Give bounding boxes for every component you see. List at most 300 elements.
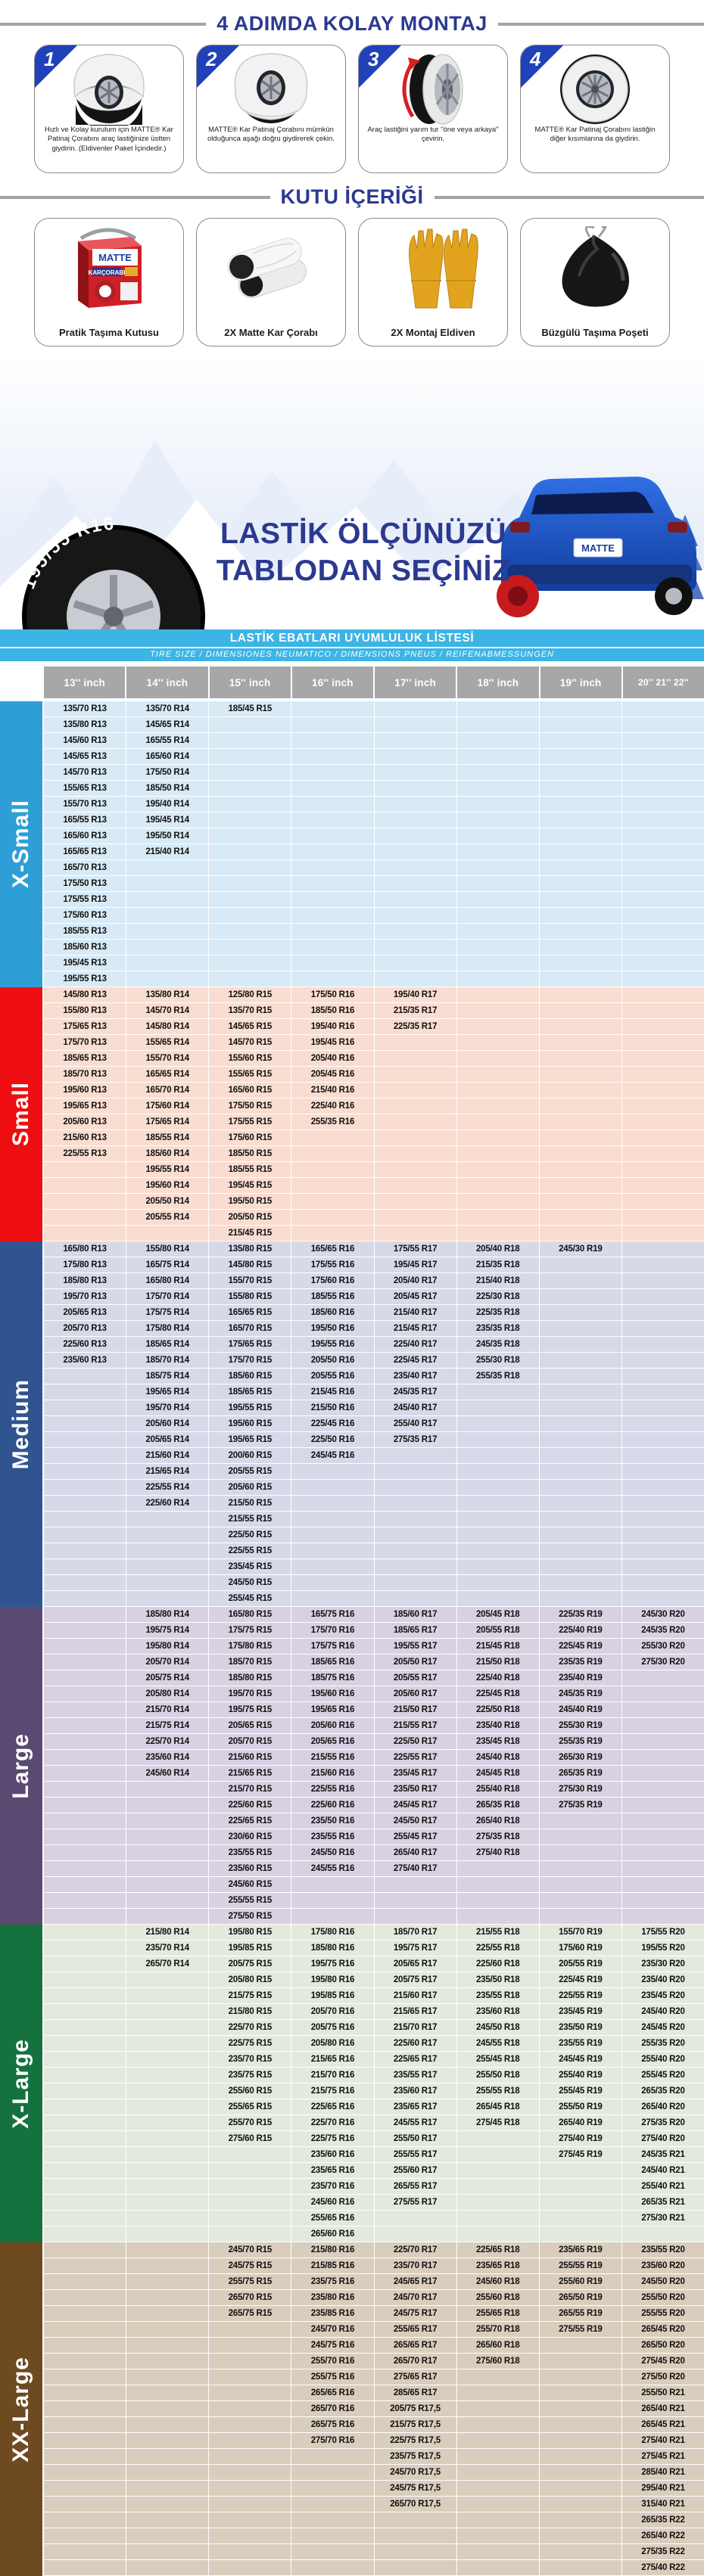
table-row [44, 2544, 704, 2559]
empty-cell [540, 987, 621, 1002]
empty-cell [44, 2020, 126, 2035]
empty-cell [126, 2179, 208, 2194]
empty-cell [540, 813, 621, 828]
empty-cell [209, 2385, 291, 2400]
empty-cell [126, 1877, 208, 1892]
empty-cell [44, 2433, 126, 2448]
empty-cell [540, 1909, 621, 1924]
empty-cell [291, 2544, 373, 2559]
table-row [44, 1607, 704, 1622]
empty-cell [622, 1845, 704, 1860]
empty-cell [540, 2179, 621, 2194]
empty-cell [540, 1067, 621, 1082]
empty-cell [622, 1670, 704, 1686]
divider-line [435, 196, 704, 199]
tire-size-cell: 255/70 R15 [209, 2115, 291, 2130]
empty-cell [540, 2560, 621, 2575]
empty-cell [209, 2417, 291, 2432]
empty-cell [44, 2417, 126, 2432]
empty-cell [375, 2512, 456, 2528]
empty-cell [540, 940, 621, 955]
tire-size-cell: 235/60 R20 [622, 2258, 704, 2273]
tire-size-cell: 185/45 R15 [209, 701, 291, 716]
empty-cell [126, 2147, 208, 2162]
gloves-icon [376, 226, 490, 311]
tire-size-cell: 255/35 R16 [291, 1114, 373, 1130]
tire-size-cell: 195/70 R13 [44, 1289, 126, 1304]
column-header-18: 18'' inch [457, 667, 538, 698]
empty-cell [126, 892, 208, 907]
empty-cell [291, 2481, 373, 2496]
column-header-17: 17'' inch [375, 667, 456, 698]
empty-cell [540, 2226, 621, 2242]
tire-size-cell: 195/75 R17 [375, 1941, 456, 1956]
tire-size-cell: 185/65 R13 [44, 1051, 126, 1066]
empty-cell [540, 733, 621, 748]
empty-cell [291, 1480, 373, 1495]
tire-size-cell: 205/45 R17 [375, 1289, 456, 1304]
empty-cell [457, 2528, 539, 2543]
tire-size-cell: 275/35 R17 [375, 1432, 456, 1447]
empty-cell [457, 1543, 539, 1558]
empty-cell [291, 2449, 373, 2464]
carry-bag-icon [538, 226, 652, 311]
empty-cell [457, 2544, 539, 2559]
table-row [44, 1941, 704, 1956]
tire-size-cell: 225/40 R16 [291, 1098, 373, 1114]
tire-size-cell: 265/60 R16 [291, 2226, 373, 2242]
tire-size-cell: 235/45 R20 [622, 1988, 704, 2003]
size-group-large [0, 1607, 704, 1925]
tire-size-cell: 245/75 R17 [375, 2306, 456, 2321]
empty-cell [44, 2481, 126, 2496]
tire-size-cell: 265/45 R21 [622, 2417, 704, 2432]
tire-size-cell: 185/60 R17 [375, 1607, 456, 1622]
empty-cell [126, 2083, 208, 2099]
empty-cell [375, 924, 456, 939]
empty-cell [457, 1194, 539, 1209]
tire-size-cell: 215/80 R16 [291, 2242, 373, 2257]
tire-size-cell: 265/70 R16 [291, 2401, 373, 2416]
empty-cell [375, 781, 456, 796]
tire-size-cell: 205/70 R15 [209, 1734, 291, 1749]
tire-size-cell: 145/65 R13 [44, 749, 126, 764]
tire-size-cell: 235/40 R18 [457, 1718, 539, 1733]
empty-cell [291, 940, 373, 955]
tire-size-cell: 255/75 R15 [209, 2274, 291, 2289]
empty-cell [375, 1210, 456, 1225]
empty-cell [291, 828, 373, 844]
table-row [44, 924, 704, 939]
table-row [44, 1194, 704, 1209]
empty-cell [291, 813, 373, 828]
step-caption: Hızlı ve Kolay kurulum için MATTE® Kar Patinaj Çorabını araç lastiğinize üstten giydirin. (Eldivenler Paket İçindedir.) [45, 126, 173, 153]
empty-cell [457, 940, 539, 955]
empty-cell [375, 1114, 456, 1130]
empty-cell [126, 2099, 208, 2115]
table-row [44, 2274, 704, 2289]
empty-cell [622, 1226, 704, 1241]
tire-size-cell: 185/60 R15 [209, 1369, 291, 1384]
empty-cell [540, 1464, 621, 1479]
tire-size-cell: 235/50 R19 [540, 2020, 621, 2035]
tire-size-cell: 205/60 R13 [44, 1114, 126, 1130]
tire-size-cell: 275/45 R20 [622, 2354, 704, 2369]
empty-cell [622, 987, 704, 1002]
tire-size-cell: 265/35 R20 [622, 2083, 704, 2099]
tire-size-cell: 245/35 R20 [622, 1623, 704, 1638]
empty-cell [126, 2020, 208, 2035]
tire-size-cell: 215/75 R16 [291, 2083, 373, 2099]
empty-cell [375, 1178, 456, 1193]
empty-cell [44, 1718, 126, 1733]
empty-cell [622, 1019, 704, 1034]
group-label: Small [8, 1082, 33, 1147]
tire-size-cell: 235/65 R17 [375, 2099, 456, 2115]
empty-cell [375, 1035, 456, 1050]
empty-cell [126, 1512, 208, 1527]
empty-cell [540, 876, 621, 891]
empty-cell [126, 876, 208, 891]
empty-cell [540, 1083, 621, 1098]
empty-cell [622, 1067, 704, 1082]
table-row [44, 2369, 704, 2385]
empty-cell [457, 813, 539, 828]
empty-cell [622, 1527, 704, 1543]
tire-size-cell: 185/55 R16 [291, 1289, 373, 1304]
tire-size-cell: 185/70 R13 [44, 1067, 126, 1082]
empty-cell [457, 781, 539, 796]
empty-cell [540, 1369, 621, 1384]
empty-cell [540, 2385, 621, 2400]
empty-cell [457, 797, 539, 812]
box-cards-row [0, 218, 704, 346]
empty-cell [44, 2544, 126, 2559]
tire-size-cell: 255/30 R19 [540, 1718, 621, 1733]
empty-cell [375, 1130, 456, 1145]
tire-size-cell: 245/60 R15 [209, 1877, 291, 1892]
steps-cards-row [0, 45, 704, 173]
empty-cell [291, 765, 373, 780]
empty-cell [375, 908, 456, 923]
table-row [44, 844, 704, 859]
tire-size-cell: 195/45 R16 [291, 1035, 373, 1050]
empty-cell [126, 1893, 208, 1908]
tire-size-cell: 275/40 R20 [622, 2131, 704, 2146]
table-row [44, 1384, 704, 1400]
empty-cell [375, 765, 456, 780]
tire-size-cell: 245/30 R20 [622, 1607, 704, 1622]
tire-size-cell: 175/75 R15 [209, 1623, 291, 1638]
empty-cell [457, 1559, 539, 1574]
table-row [44, 2481, 704, 2496]
tire-size-cell: 135/80 R15 [209, 1241, 291, 1257]
tire-size-cell: 265/75 R16 [291, 2417, 373, 2432]
tire-size-cell: 175/75 R14 [126, 1305, 208, 1320]
empty-cell [44, 2099, 126, 2115]
empty-cell [44, 2083, 126, 2099]
empty-cell [540, 1194, 621, 1209]
empty-cell [622, 1305, 704, 1320]
empty-cell [457, 1210, 539, 1225]
tire-size-cell: 245/40 R21 [622, 2163, 704, 2178]
tire-size-cell: 265/60 R18 [457, 2338, 539, 2353]
tire-size-cell: 225/60 R13 [44, 1337, 126, 1352]
empty-cell [457, 1400, 539, 1415]
tire-size-cell: 275/50 R20 [622, 2369, 704, 2385]
tire-size-cell: 225/45 R19 [540, 1639, 621, 1654]
tire-size-cell: 235/45 R15 [209, 1559, 291, 1574]
tire-size-cell: 205/40 R18 [457, 1241, 539, 1257]
empty-cell [622, 1782, 704, 1797]
tire-size-cell: 235/70 R14 [126, 1941, 208, 1956]
empty-cell [126, 2004, 208, 2019]
empty-cell [375, 1877, 456, 1892]
tire-size-cell: 185/80 R14 [126, 1607, 208, 1622]
table-row [44, 1241, 704, 1257]
empty-cell [209, 2528, 291, 2543]
empty-cell [457, 2179, 539, 2194]
table-row [44, 1877, 704, 1892]
tire-size-cell: 165/70 R15 [209, 1321, 291, 1336]
empty-cell [44, 1893, 126, 1908]
empty-cell [209, 2211, 291, 2226]
empty-cell [209, 2226, 291, 2242]
step-card-3 [358, 45, 508, 173]
tire-size-cell: 225/45 R16 [291, 1416, 373, 1431]
empty-cell [209, 2497, 291, 2512]
empty-cell [540, 1035, 621, 1050]
empty-cell [209, 908, 291, 923]
empty-cell [457, 2560, 539, 2575]
empty-cell [622, 892, 704, 907]
tire-size-cell: 155/70 R13 [44, 797, 126, 812]
empty-cell [375, 860, 456, 875]
step-number-badge [35, 45, 77, 88]
empty-cell [622, 1114, 704, 1130]
tire-size-cell: 175/50 R14 [126, 765, 208, 780]
tire-size-cell: 235/65 R18 [457, 2258, 539, 2273]
table-row [44, 1480, 704, 1495]
empty-cell [457, 1448, 539, 1463]
table-row [44, 701, 704, 716]
empty-cell [457, 892, 539, 907]
empty-cell [457, 924, 539, 939]
empty-cell [622, 1496, 704, 1511]
tire-size-cell: 195/60 R13 [44, 1083, 126, 1098]
empty-cell [375, 828, 456, 844]
table-row [44, 2322, 704, 2337]
empty-cell [540, 860, 621, 875]
tire-size-cell: 225/55 R14 [126, 1480, 208, 1495]
empty-cell [291, 1130, 373, 1145]
tire-size-cell: 135/80 R14 [126, 987, 208, 1002]
tire-size-cell: 145/80 R14 [126, 1019, 208, 1034]
tire-size-cell: 265/40 R21 [622, 2401, 704, 2416]
table-row [44, 2258, 704, 2273]
empty-cell [126, 1813, 208, 1829]
table-row [44, 1130, 704, 1145]
empty-cell [457, 1051, 539, 1066]
tire-size-cell: 245/75 R17,5 [375, 2481, 456, 2496]
empty-cell [44, 2211, 126, 2226]
empty-cell [291, 908, 373, 923]
tire-size-cell: 245/60 R18 [457, 2274, 539, 2289]
empty-cell [622, 1130, 704, 1145]
empty-cell [291, 749, 373, 764]
tire-size-cell: 215/75 R17,5 [375, 2417, 456, 2432]
tire-size-cell: 205/80 R15 [209, 1972, 291, 1987]
empty-cell [126, 908, 208, 923]
empty-cell [126, 1829, 208, 1844]
table-row [44, 828, 704, 844]
tire-size-cell: 255/35 R20 [622, 2036, 704, 2051]
empty-cell [457, 1496, 539, 1511]
table-row [44, 765, 704, 780]
tire-size-cell: 265/65 R17 [375, 2338, 456, 2353]
empty-cell [126, 1591, 208, 1606]
table-row [44, 2497, 704, 2512]
empty-cell [540, 1432, 621, 1447]
tire-size-cell: 230/60 R15 [209, 1829, 291, 1844]
tire-size-cell: 215/70 R14 [126, 1702, 208, 1717]
tire-size-cell: 200/60 R15 [209, 1448, 291, 1463]
empty-cell [44, 1543, 126, 1558]
tire-size-cell: 275/45 R19 [540, 2147, 621, 2162]
empty-cell [457, 956, 539, 971]
empty-cell [44, 2306, 126, 2321]
tire-size-cell: 205/55 R16 [291, 1369, 373, 1384]
empty-cell [291, 2497, 373, 2512]
tire-size-cell: 155/60 R15 [209, 1051, 291, 1066]
empty-cell [622, 1194, 704, 1209]
empty-cell [126, 971, 208, 987]
tire-size-cell: 255/55 R17 [375, 2147, 456, 2162]
empty-cell [540, 2497, 621, 2512]
empty-cell [622, 1861, 704, 1876]
tire-size-cell: 245/30 R19 [540, 1241, 621, 1257]
tire-size-cell: 225/70 R14 [126, 1734, 208, 1749]
empty-cell [622, 1257, 704, 1272]
table-row [44, 2004, 704, 2019]
empty-cell [622, 1003, 704, 1018]
tire-size-cell: 205/45 R16 [291, 1067, 373, 1082]
empty-cell [622, 908, 704, 923]
tire-size-cell: 145/70 R14 [126, 1003, 208, 1018]
tire-size-cell: 235/50 R16 [291, 1813, 373, 1829]
table-row [44, 1003, 704, 1018]
tire-size-cell: 275/50 R15 [209, 1909, 291, 1924]
table-row [44, 908, 704, 923]
tire-size-cell: 285/40 R21 [622, 2465, 704, 2480]
empty-cell [375, 1591, 456, 1606]
empty-cell [457, 701, 539, 716]
table-row [44, 1289, 704, 1304]
empty-cell [126, 2385, 208, 2400]
table-row [44, 1829, 704, 1844]
table-row [44, 1655, 704, 1670]
tire-size-cell: 205/75 R17,5 [375, 2401, 456, 2416]
empty-cell [209, 765, 291, 780]
tire-size-cell: 195/45 R15 [209, 1178, 291, 1193]
empty-cell [209, 2401, 291, 2416]
empty-cell [540, 1416, 621, 1431]
empty-cell [622, 1178, 704, 1193]
tire-size-cell: 215/40 R14 [126, 844, 208, 859]
group-sidebar [0, 701, 42, 987]
column-header-19: 19'' inch [540, 667, 621, 698]
empty-cell [457, 1877, 539, 1892]
tire-size-cell: 165/70 R13 [44, 860, 126, 875]
empty-cell [209, 828, 291, 844]
tire-size-cell: 245/50 R17 [375, 1813, 456, 1829]
step-number-badge [359, 45, 401, 88]
empty-cell [622, 701, 704, 716]
empty-cell [540, 2369, 621, 2385]
column-header-20-21-22: 20'' 21'' 22'' [623, 667, 704, 698]
tire-size-cell: 195/40 R17 [375, 987, 456, 1002]
tire-size-cell: 225/70 R16 [291, 2115, 373, 2130]
tire-size-cell: 235/75 R17,5 [375, 2449, 456, 2464]
empty-cell [540, 908, 621, 923]
tire-size-cell: 195/75 R16 [291, 1956, 373, 1972]
tire-size-cell: 235/60 R18 [457, 2004, 539, 2019]
tire-size-cell: 185/60 R13 [44, 940, 126, 955]
empty-cell [126, 2369, 208, 2385]
step-number: 1 [44, 48, 55, 70]
empty-cell [126, 1845, 208, 1860]
table-row [44, 1559, 704, 1574]
empty-cell [540, 2195, 621, 2210]
tire-size-cell: 215/45 R17 [375, 1321, 456, 1336]
tire-size-cell: 215/70 R15 [209, 1782, 291, 1797]
empty-cell [126, 924, 208, 939]
tire-size-cell: 225/40 R19 [540, 1623, 621, 1638]
tire-size-cell: 125/80 R15 [209, 987, 291, 1002]
empty-cell [44, 2528, 126, 2543]
tire-size-cell: 215/75 R14 [126, 1718, 208, 1733]
tire-size-cell: 205/75 R15 [209, 1956, 291, 1972]
empty-cell [457, 987, 539, 1002]
tire-size-cell: 245/40 R20 [622, 2004, 704, 2019]
tire-size-cell: 265/35 R19 [540, 1766, 621, 1781]
tire-size-cell: 245/60 R14 [126, 1766, 208, 1781]
tire-size-cell: 195/60 R14 [126, 1178, 208, 1193]
tire-size-cell: 155/70 R19 [540, 1925, 621, 1940]
tire-size-cell: 215/60 R14 [126, 1448, 208, 1463]
table-row [44, 1146, 704, 1161]
empty-cell [540, 1400, 621, 1415]
empty-cell [126, 2338, 208, 2353]
empty-cell [44, 1384, 126, 1400]
tire-size-cell: 245/75 R16 [291, 2338, 373, 2353]
tire-size-cell: 195/50 R15 [209, 1194, 291, 1209]
empty-cell [291, 733, 373, 748]
tire-size-cell: 245/75 R15 [209, 2258, 291, 2273]
table-row [44, 1273, 704, 1288]
table-row [44, 749, 704, 764]
empty-cell [291, 1162, 373, 1177]
step-caption: Araç lastiğini yarım tur "öne veya arkaya" çevirin. [367, 126, 499, 144]
tire-size-cell: 255/65 R16 [291, 2211, 373, 2226]
tire-size-cell: 255/50 R21 [622, 2385, 704, 2400]
empty-cell [457, 1146, 539, 1161]
table-row [44, 1527, 704, 1543]
step-number-badge [521, 45, 563, 88]
table-row [44, 1639, 704, 1654]
empty-cell [291, 860, 373, 875]
tire-size-cell: 205/55 R14 [126, 1210, 208, 1225]
